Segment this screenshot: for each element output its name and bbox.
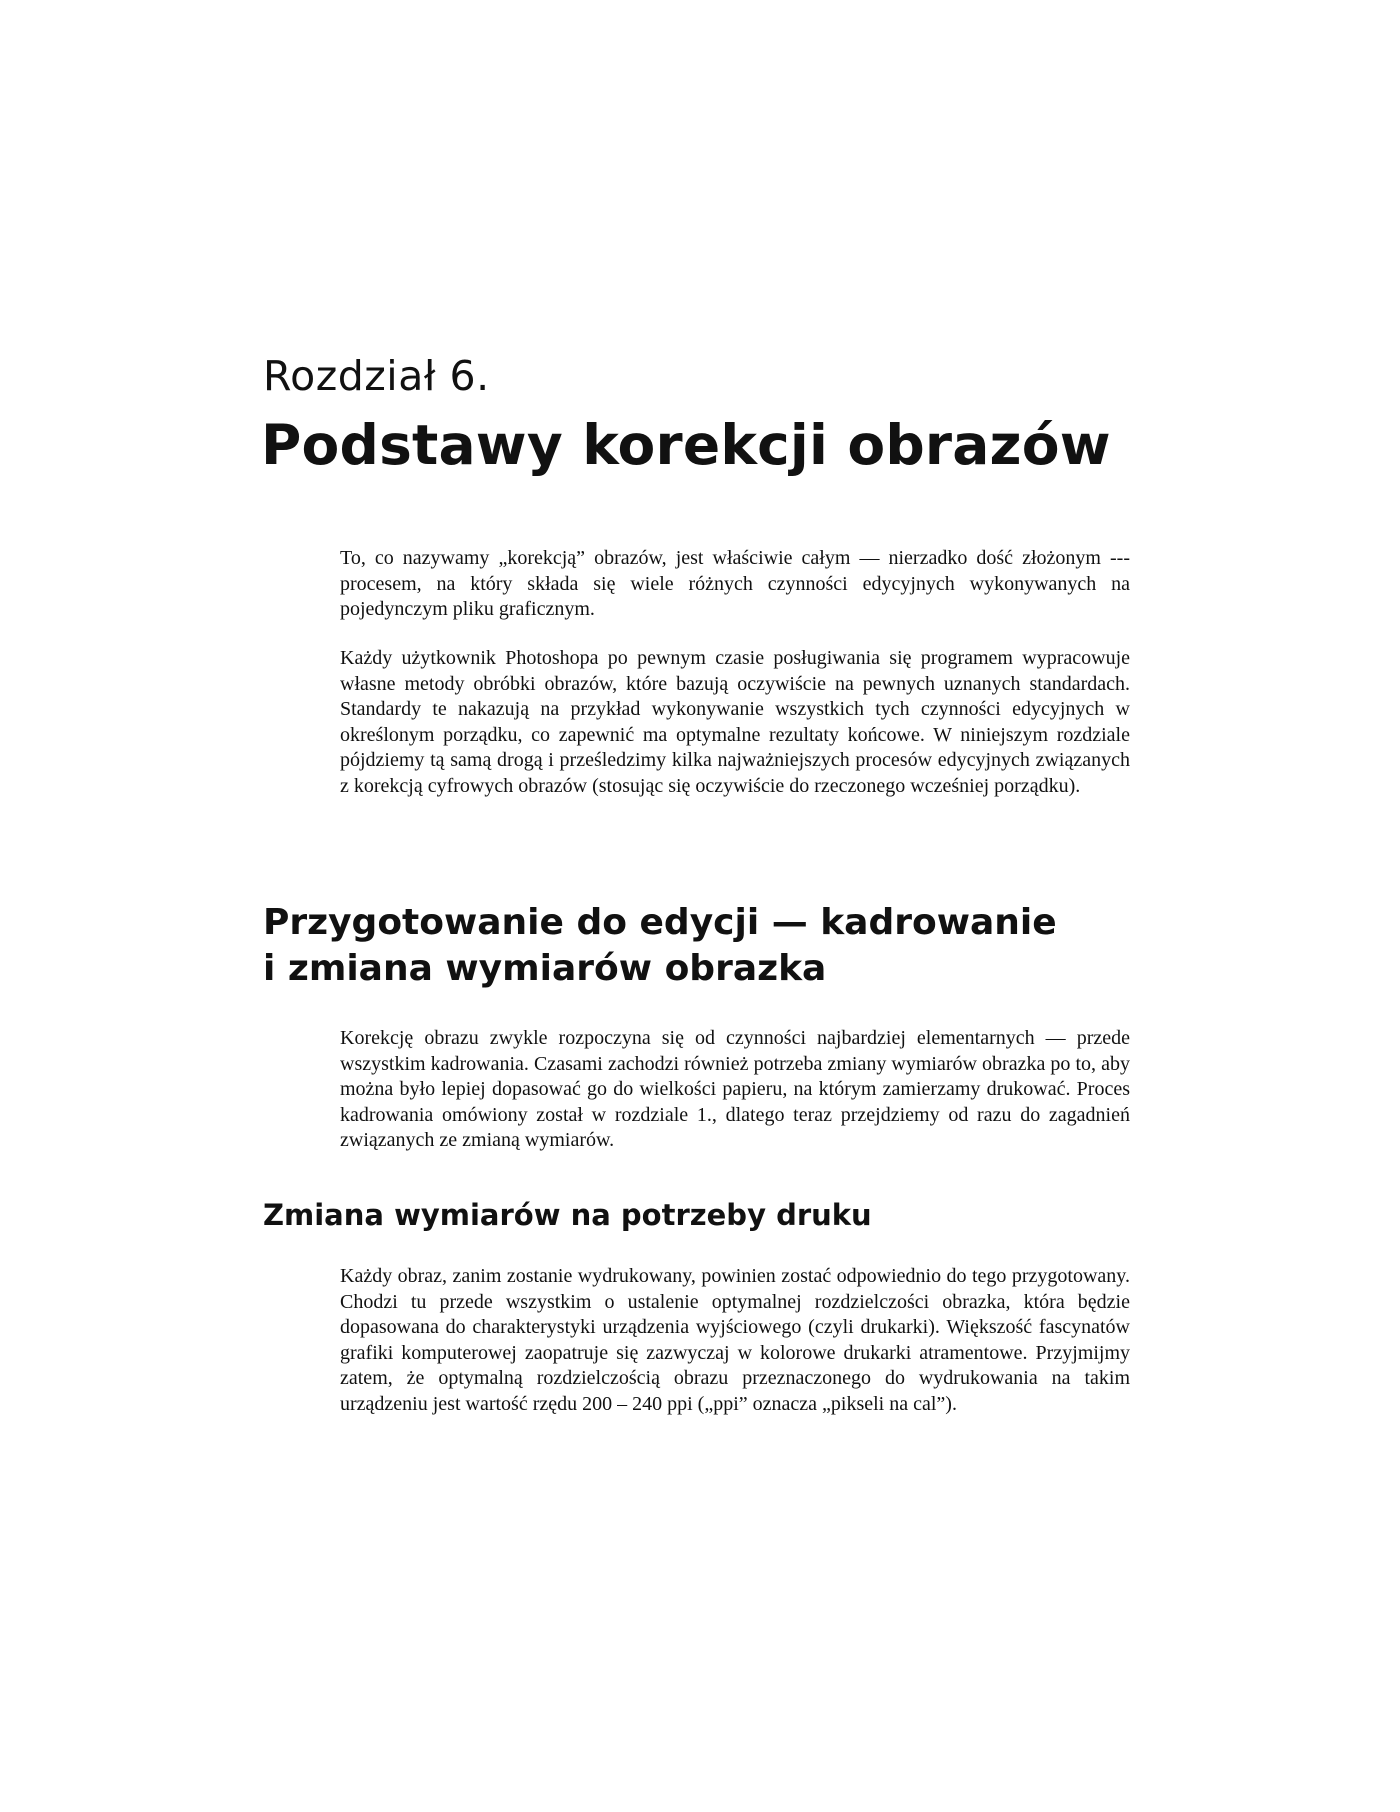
section-heading-preparation <box>263 900 1163 992</box>
chapter-label: Rozdział 6. <box>263 352 490 400</box>
subsection-heading-print-resize: Zmiana wymiarów na potrzeby druku <box>263 1198 872 1232</box>
section1-paragraph: Korekcję obrazu zwykle rozpoczyna się od czynności najbardziej elementarnych — przede wszystkim kadrowania. Czasami zachodzi również potrzeba zmiany wymiarów obrazka po to, aby można było lepiej dopasować go do wielkości papieru, na którym zamierzamy drukować. Proces kadrowania omówiony został w rozdziale 1., dlatego teraz przejdziemy od razu do zagadnień związanych ze zmianą wymiarów. <box>340 1027 1130 1151</box>
intro-paragraph-2: Każdy użytkownik Photoshopa po pewnym czasie posługiwania się programem wypracowuje własne metody obróbki obrazów, które bazują oczywiście na pewnych uznanych standardach. Standardy te nakazują na przykład wykonywanie wszystkich tych czynności edycyjnych w określonym porządku, co zapewnić ma optymalne rezultaty końcowe. W niniejszym rozdziale pójdziemy tą samą drogą i prześledzimy kilka najważniejszych procesów edycyjnych związanych z korekcją cyfrowych obrazów (stosując się oczywiście do rzeczonego wcześniej porządku). <box>340 647 1130 797</box>
section-heading-line-2: i zmiana wymiarów obrazka <box>263 948 827 989</box>
section2-paragraph: Każdy obraz, zanim zostanie wydrukowany, powinien zostać odpowiednio do tego przygotowany. Chodzi tu przede wszystkim o ustalenie optymalnej rozdzielczości obrazka, która będzie dopasowana do charakterystyki urządzenia wyjściowego (czyli drukarki). Większość fascynatów grafiki komputerowej zaopatruje się zazwyczaj w kolorowe drukarki atramentowe. Przyjmijmy zatem, że optymalną rozdzielczością obrazu przeznaczonego do wydrukowania na takim urządzeniu jest wartość rzędu 200 – 240 ppi („ppi” oznacza „pikseli na cal”). <box>340 1265 1130 1415</box>
chapter-title: Podstawy korekcji obrazów <box>261 413 1111 477</box>
section-heading-line-1: Przygotowanie do edycji — kadrowanie <box>263 902 1057 943</box>
intro-paragraph-1: To, co nazywamy „korekcją” obrazów, jest właściwie całym — nierzadko dość złożonym --- procesem, na który składa się wiele różnych czynności edycyjnych wykonywanych na pojedynczym pliku graficznym. <box>340 547 1130 620</box>
